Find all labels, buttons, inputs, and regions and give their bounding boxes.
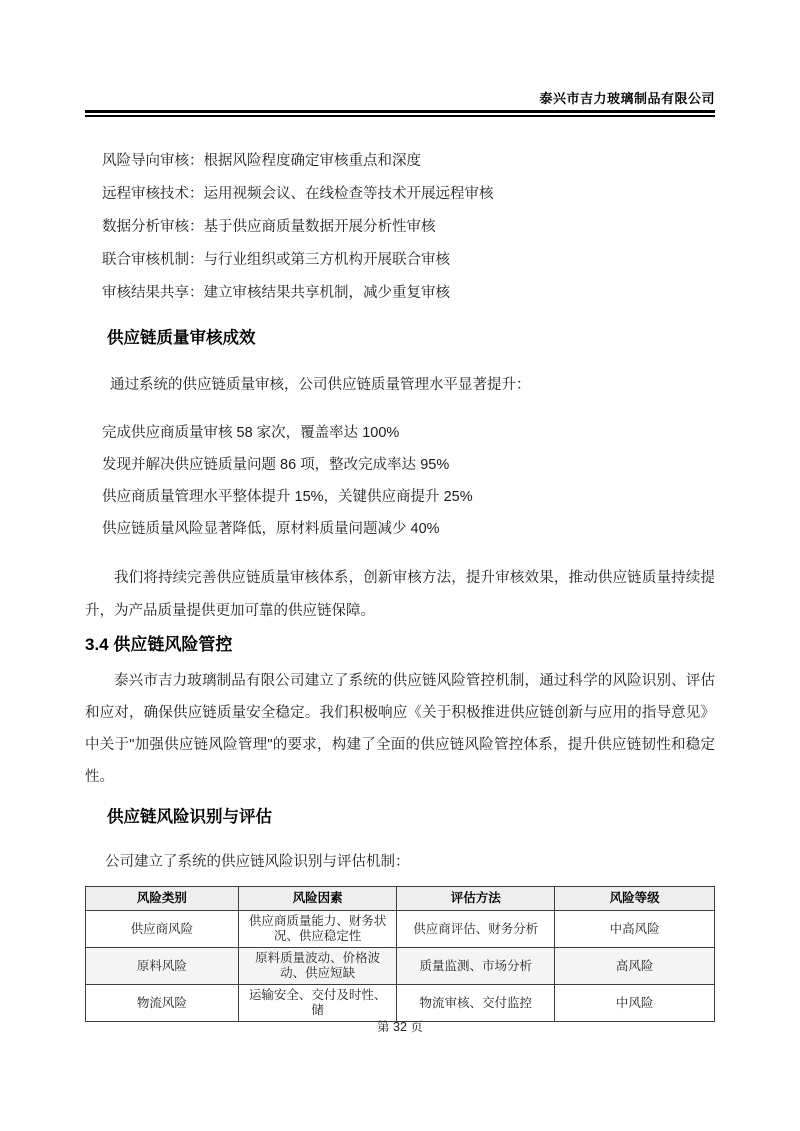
cell-risk-level: 高风险 bbox=[555, 948, 715, 985]
cell-risk-category: 物流风险 bbox=[86, 985, 239, 1022]
page-content bbox=[85, 152, 715, 1022]
risk-identification-intro: 公司建立了系统的供应链风险识别与评估机制： bbox=[105, 854, 410, 870]
risk-control-paragraph: 泰兴市吉力玻璃制品有限公司建立了系统的供应链风险管控机制，通过科学的风险识别、评估和应对，确保供应链质量安全稳定。我们积极响应《关于积极推进供应链创新与应用的指导意见》中关于"加强供应链风险管理"的要求，构建了全面的供应链风险管控体系，提升供应链韧性和稳定性。 bbox=[85, 673, 715, 785]
audit-method-line: 风险导向审核：根据风险程度确定审核重点和深度 bbox=[102, 153, 421, 169]
col-header-risk-category: 风险类别 bbox=[86, 887, 239, 911]
company-name: 泰兴市吉力玻璃制品有限公司 bbox=[539, 91, 715, 106]
col-header-risk-factors: 风险因素 bbox=[238, 887, 397, 911]
col-header-risk-level: 风险等级 bbox=[555, 887, 715, 911]
table-header-row bbox=[86, 887, 715, 911]
cell-risk-level: 中风险 bbox=[555, 985, 715, 1022]
cell-assessment-method: 供应商评估、财务分析 bbox=[397, 911, 555, 948]
cell-risk-factors: 运输安全、交付及时性、储 bbox=[238, 985, 397, 1022]
page-header bbox=[85, 92, 715, 117]
section-heading-risk-control: 3.4 供应链风险管控 bbox=[85, 635, 233, 654]
table-row bbox=[86, 911, 715, 948]
stat-line: 供应链质量风险显著降低，原材料质量问题减少 40% bbox=[102, 521, 440, 537]
stat-line: 供应商质量管理水平整体提升 15%，关键供应商提升 25% bbox=[102, 489, 473, 505]
stat-line: 完成供应商质量审核 58 家次，覆盖率达 100% bbox=[102, 425, 400, 441]
audit-method-line: 审核结果共享：建立审核结果共享机制，减少重复审核 bbox=[102, 285, 450, 301]
stat-line: 发现并解决供应链质量问题 86 项，整改完成率达 95% bbox=[102, 457, 450, 473]
col-header-assessment-method: 评估方法 bbox=[397, 887, 555, 911]
cell-assessment-method: 质量监测、市场分析 bbox=[397, 948, 555, 985]
cell-risk-category: 供应商风险 bbox=[86, 911, 239, 948]
audit-method-line: 远程审核技术：运用视频会议、在线检查等技术开展远程审核 bbox=[102, 186, 494, 202]
subsection-heading-risk-identification: 供应链风险识别与评估 bbox=[107, 808, 272, 826]
audit-results-closing: 我们将持续完善供应链质量审核体系，创新审核方法，提升审核效果，推动供应链质量持续提升，为产品质量提供更加可靠的供应链保障。 bbox=[85, 570, 715, 619]
cell-assessment-method: 物流审核、交付监控 bbox=[397, 985, 555, 1022]
audit-method-line: 数据分析审核：基于供应商质量数据开展分析性审核 bbox=[102, 219, 436, 235]
cell-risk-factors: 原料质量波动、价格波动、供应短缺 bbox=[238, 948, 397, 985]
cell-risk-level: 中高风险 bbox=[555, 911, 715, 948]
risk-assessment-table bbox=[85, 886, 715, 1022]
audit-method-line: 联合审核机制：与行业组织或第三方机构开展联合审核 bbox=[102, 252, 450, 268]
cell-risk-category: 原料风险 bbox=[86, 948, 239, 985]
table-row bbox=[86, 948, 715, 985]
audit-results-stats bbox=[85, 424, 715, 538]
audit-results-intro: 通过系统的供应链质量审核，公司供应链质量管理水平显著提升： bbox=[110, 377, 531, 393]
table-row bbox=[86, 985, 715, 1022]
page-number: 第 32 页 bbox=[377, 1020, 423, 1034]
section-heading-audit-results: 供应链质量审核成效 bbox=[107, 329, 256, 347]
cell-risk-factors: 供应商质量能力、财务状况、供应稳定性 bbox=[238, 911, 397, 948]
header-double-rule bbox=[85, 110, 715, 117]
